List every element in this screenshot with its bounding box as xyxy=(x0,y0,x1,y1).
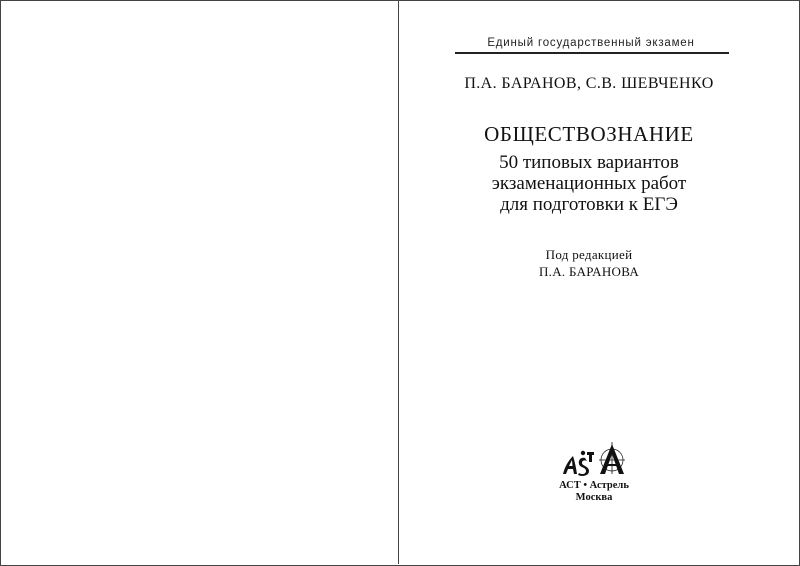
book-title: ОБЩЕСТВОЗНАНИЕ xyxy=(484,122,694,146)
series-rule xyxy=(455,52,729,54)
authors: П.А. БАРАНОВ, С.В. ШЕВЧЕНКО xyxy=(464,75,714,92)
publisher-block xyxy=(539,438,649,503)
astrel-logo xyxy=(597,440,627,478)
editor-block xyxy=(419,246,759,280)
editor-name: П.А. БАРАНОВА xyxy=(538,264,640,279)
ast-logo xyxy=(561,448,595,478)
title-page xyxy=(399,0,798,564)
subtitle-line: для подготовки к ЕГЭ xyxy=(500,194,678,215)
subtitle-line: экзаменационных работ xyxy=(491,173,687,194)
publisher-city: Москва xyxy=(575,492,613,503)
book-subtitle xyxy=(419,152,759,215)
publisher-logos xyxy=(539,438,649,478)
left-page-blank xyxy=(0,0,398,564)
editor-caption: Под редакцией xyxy=(545,247,633,262)
subtitle-line: 50 типовых вариантов xyxy=(499,152,679,173)
publisher-name: АСТ • Астрель xyxy=(559,480,629,491)
series-title: Единый государственный экзамен xyxy=(487,37,695,49)
